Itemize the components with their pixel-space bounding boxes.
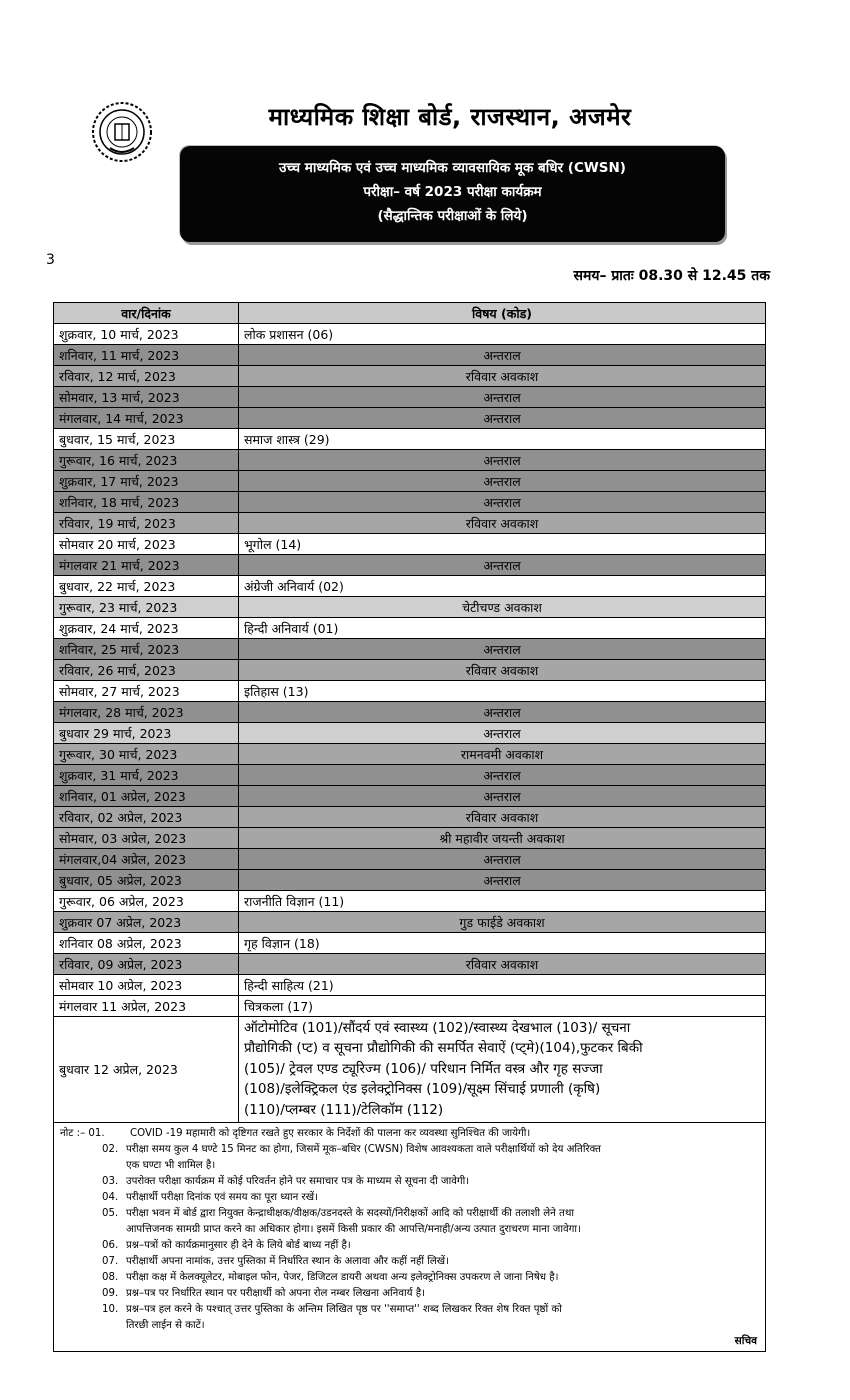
row-date: शुक्रवार, 17 मार्च, 2023 [54,471,239,492]
row-date: रविवार, 19 मार्च, 2023 [54,513,239,534]
note-number: 06. [102,1240,119,1251]
exam-timing: समय– प्रातः 08.30 से 12.45 तक [573,268,770,284]
row-subject: इतिहास (13) [239,681,766,702]
note-number: 09. [102,1288,119,1299]
table-row [54,849,766,870]
subject-line: (110)/प्लम्बर (111)/टेलिकॉम (112) [244,1101,444,1118]
note-text: तिरछी लाईन से काटें। [126,1320,205,1331]
table-row [54,639,766,660]
notes-section [53,1122,766,1352]
row-date: शुक्रवार 07 अप्रेल, 2023 [54,912,239,933]
note-number: 03. [102,1176,119,1187]
table-row [54,996,766,1017]
row-date: गुरूवार, 06 अप्रेल, 2023 [54,891,239,912]
note-text: परीक्षा भवन में बोर्ड द्वारा नियुक्त केन्द्राधीक्षक/वीक्षक/उडनदस्ते के सदस्यों/निरीक्षकों आदि को परीक्षार्थी की तलाशी लेने तथा [126,1208,574,1219]
row-subject: अन्तराल [239,870,766,891]
row-subject: अन्तराल [239,345,766,366]
note-text: परीक्षार्थी परीक्षा दिनांक एवं समय का पूरा ध्यान रखें। [126,1192,318,1203]
table-row [54,702,766,723]
row-date: सोमवार 20 मार्च, 2023 [54,534,239,555]
row-subject: अन्तराल [239,639,766,660]
table-row [54,555,766,576]
row-subject: गृह विज्ञान (18) [239,933,766,954]
row-subject: अन्तराल [239,450,766,471]
board-seal-logo [90,100,154,164]
note-number: 04. [102,1192,119,1203]
row-subject: लोक प्रशासन (06) [239,324,766,345]
schedule-body [54,324,766,1123]
row-date: बुधवार, 15 मार्च, 2023 [54,429,239,450]
row-subject: चेटीचण्ड अवकाश [239,597,766,618]
table-row [54,492,766,513]
row-subject: अन्तराल [239,723,766,744]
exam-program-banner [180,146,725,242]
table-row [54,807,766,828]
table-header-row [54,303,766,324]
table-row [54,345,766,366]
row-date: गुरूवार, 30 मार्च, 2023 [54,744,239,765]
table-row [54,975,766,996]
row-date: शनिवार, 11 मार्च, 2023 [54,345,239,366]
notes-lead: नोट :– 01. [60,1128,105,1139]
table-row [54,954,766,975]
subject-line: (108)/इलेक्ट्रिकल एंड इलेक्ट्रोनिक्स (109)/सूक्ष्म सिंचाई प्रणाली (कृषि) [244,1081,601,1098]
row-subject: राजनीति विज्ञान (11) [239,891,766,912]
row-date: सोमवार, 03 अप्रेल, 2023 [54,828,239,849]
page-number: 3 [46,252,55,268]
table-row [54,681,766,702]
row-date: गुरूवार, 16 मार्च, 2023 [54,450,239,471]
row-subject: अन्तराल [239,387,766,408]
note-text: उपरोक्त परीक्षा कार्यक्रम में कोई परिवर्तन होने पर समाचार पत्र के माध्यम से सूचना दी जावेगी। [126,1176,470,1187]
row-date: मंगलवार,04 अप्रेल, 2023 [54,849,239,870]
row-date: सोमवार, 13 मार्च, 2023 [54,387,239,408]
row-subject: अन्तराल [239,555,766,576]
table-row [54,765,766,786]
row-date: सोमवार, 27 मार्च, 2023 [54,681,239,702]
row-date: शुक्रवार, 24 मार्च, 2023 [54,618,239,639]
table-row [54,933,766,954]
exam-schedule-table [53,302,766,1123]
table-row [54,828,766,849]
subject-line: (105)/ ट्रेवल एण्ड ट्यूरिज्म (106)/ परिधान निर्मित वस्त्र और गृह सज्जा [244,1060,603,1077]
row-subject: श्री महावीर जयन्ती अवकाश [239,828,766,849]
row-subject: रविवार अवकाश [239,807,766,828]
note-text: आपत्तिजनक सामग्री प्राप्त करने का अधिकार होगा। इसमें किसी प्रकार की आपत्ति/मनाही/अन्य उत्पात दुराचरण माना जावेगा। [126,1224,581,1235]
note-number: 07. [102,1256,119,1267]
column-header-date: वार/दिनांक [54,303,239,324]
table-row [54,366,766,387]
note-number: 02. [102,1144,119,1155]
row-date: मंगलवार 11 अप्रेल, 2023 [54,996,239,1017]
table-row [54,429,766,450]
row-date: मंगलवार, 14 मार्च, 2023 [54,408,239,429]
row-date: बुधवार 29 मार्च, 2023 [54,723,239,744]
table-row [54,387,766,408]
row-date: बुधवार 12 अप्रेल, 2023 [54,1017,239,1123]
row-subject: चित्रकला (17) [239,996,766,1017]
table-row [54,324,766,345]
note-number: 05. [102,1208,119,1219]
row-date: शुक्रवार, 10 मार्च, 2023 [54,324,239,345]
row-subject: गुड फाईडे अवकाश [239,912,766,933]
row-date: बुधवार, 05 अप्रेल, 2023 [54,870,239,891]
table-row [54,1017,766,1123]
row-subject: अन्तराल [239,492,766,513]
table-row [54,660,766,681]
row-date: रविवार, 12 मार्च, 2023 [54,366,239,387]
row-date: मंगलवार, 28 मार्च, 2023 [54,702,239,723]
row-subject: रविवार अवकाश [239,513,766,534]
table-row [54,744,766,765]
row-subject: हिन्दी साहित्य (21) [239,975,766,996]
row-subject: भूगोल (14) [239,534,766,555]
table-row [54,786,766,807]
row-subject: रामनवमी अवकाश [239,744,766,765]
column-header-subject: विषय (कोड) [239,303,766,324]
signer: सचिव [734,1335,757,1347]
table-row [54,618,766,639]
board-name-heading: माध्यमिक शिक्षा बोर्ड, राजस्थान, अजमेर [268,103,632,131]
subject-line: ऑटोमोटिव (101)/सौंदर्य एवं स्वास्थ्य (102)/स्वास्थ्य देखभाल (103)/ सूचना [244,1020,631,1036]
row-date: शनिवार, 18 मार्च, 2023 [54,492,239,513]
row-date: शनिवार 08 अप्रेल, 2023 [54,933,239,954]
row-subject: रविवार अवकाश [239,954,766,975]
note-text: प्रश्न–पत्र पर निर्धारित स्थान पर परीक्षार्थी को अपना रोल नम्बर लिखना अनिवार्य है। [126,1288,426,1299]
table-row [54,408,766,429]
note-text: परीक्षा कक्ष में केलक्यूलेटर, मोबाइल फोन, पेजर, डिजिटल डायरी अथवा अन्य इलेक्ट्रोनिक्स उपकरण ले जाना निषेध है। [126,1272,559,1283]
row-date: सोमवार 10 अप्रेल, 2023 [54,975,239,996]
table-row [54,513,766,534]
row-subject: रविवार अवकाश [239,660,766,681]
banner-line-3: (सैद्धान्तिक परीक्षाओं के लिये) [377,208,528,224]
row-subject: अन्तराल [239,408,766,429]
table-row [54,870,766,891]
note-text: COVID -19 महामारी को दृष्टिगत रखते हुए सरकार के निर्देशों की पालना कर व्यवस्था सुनिश्चित की जायेगी। [130,1128,531,1139]
note-number: 08. [102,1272,119,1283]
row-subject: अन्तराल [239,849,766,870]
row-date: रविवार, 09 अप्रेल, 2023 [54,954,239,975]
note-text: परीक्षार्थी अपना नामांक, उत्तर पुस्तिका में निर्धारित स्थान के अलावा और कहीं नहीं लिखें। [126,1256,449,1267]
row-subject: अंग्रेजी अनिवार्य (02) [239,576,766,597]
row-date: रविवार, 26 मार्च, 2023 [54,660,239,681]
table-row [54,723,766,744]
row-subject: अन्तराल [239,471,766,492]
table-row [54,450,766,471]
table-row [54,891,766,912]
banner-line-2: परीक्षा– वर्ष 2023 परीक्षा कार्यक्रम [363,184,542,200]
note-text: प्रश्न–पत्रों को कार्यक्रमानुसार ही देने के लिये बोर्ड बाध्य नहीं है। [126,1240,351,1251]
row-date: मंगलवार 21 मार्च, 2023 [54,555,239,576]
row-date: शनिवार, 01 अप्रेल, 2023 [54,786,239,807]
row-date: गुरूवार, 23 मार्च, 2023 [54,597,239,618]
row-date: शुक्रवार, 31 मार्च, 2023 [54,765,239,786]
note-text: परीक्षा समय कुल 4 घण्टे 15 मिनट का होगा, जिसमें मूक–बधिर (CWSN) विशेष आवश्यकता वाले परीक्षार्थियों को देय अतिरिक्त [126,1144,601,1155]
row-subject: अन्तराल [239,702,766,723]
note-text: एक घण्टा भी शामिल है। [126,1160,216,1171]
table-row [54,912,766,933]
row-date: रविवार, 02 अप्रेल, 2023 [54,807,239,828]
banner-line-1: उच्च माध्यमिक एवं उच्च माध्यमिक व्यावसायिक मूक बधिर (CWSN) [279,160,626,176]
subject-line: प्रौद्योगिकी (प्ट) व सूचना प्रौद्योगिकी की समर्पित सेवाऐं (प्ट्मे)(104),फुटकर बिकी [244,1040,643,1057]
table-row [54,471,766,492]
row-subject: रविवार अवकाश [239,366,766,387]
table-row [54,576,766,597]
row-subject: अन्तराल [239,765,766,786]
table-row [54,597,766,618]
row-date: शनिवार, 25 मार्च, 2023 [54,639,239,660]
table-row [54,534,766,555]
row-subject: अन्तराल [239,786,766,807]
note-text: प्रश्न–पत्र हल करने के पश्चात् उत्तर पुस्तिका के अन्तिम लिखित पृष्ठ पर ''समाप्त'' शब्द लिखकर रिक्त शेष रिक्त पृष्ठों को [126,1304,562,1315]
row-date: बुधवार, 22 मार्च, 2023 [54,576,239,597]
row-subject-multiline [239,1017,766,1123]
row-subject: समाज शास्त्र (29) [239,429,766,450]
row-subject: हिन्दी अनिवार्य (01) [239,618,766,639]
note-number: 10. [102,1304,119,1315]
